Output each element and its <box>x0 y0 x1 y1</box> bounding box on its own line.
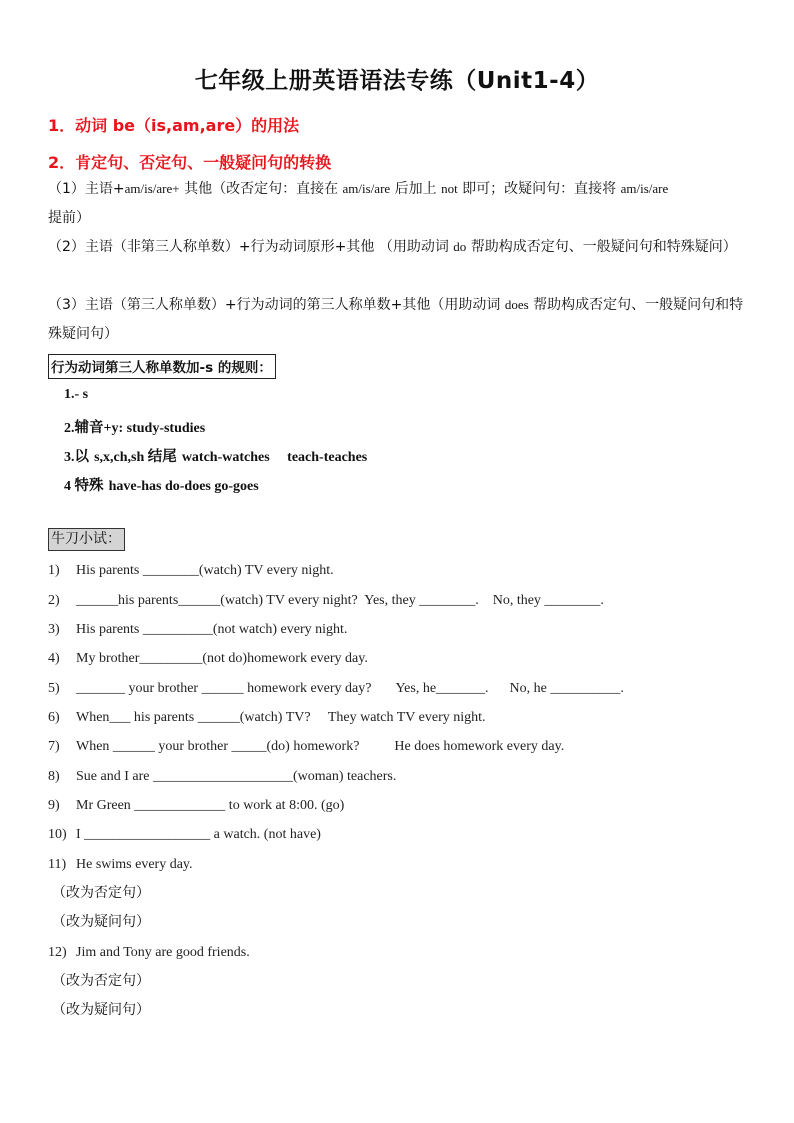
exercise-text: _______ your brother ______ homework every day? Yes, he_______. No, he __________. <box>76 681 624 696</box>
exercise-number: 9) <box>48 798 60 813</box>
exercise-item <box>48 563 334 579</box>
rule-number: 4 <box>64 479 75 494</box>
rule-text: 其他（改否定句：直接在 <box>179 181 343 197</box>
exercise-number: 4) <box>48 651 60 666</box>
convert-negative-label: （改为否定句） <box>52 885 150 901</box>
rule-example: have-has do-does go-goes <box>108 479 259 494</box>
rule-example: watch-watches teach-teaches <box>181 450 368 465</box>
rule-text: does <box>504 297 529 312</box>
exercise-text: ______his parents______(watch) TV every night? Yes, they ________. No, they ________. <box>76 593 604 608</box>
rule-text: am/is/are+ <box>124 181 180 196</box>
exercise-number: 11) <box>48 857 67 872</box>
exercise-item <box>48 769 396 785</box>
exercise-number: 2) <box>48 593 60 608</box>
rule-1 <box>48 174 752 233</box>
exercise-text: He swims every day. <box>76 857 193 872</box>
rule-text: 帮助构成否定句、一般疑问句和特殊疑问句） <box>48 297 744 342</box>
rule-text: （2）主语（非第三人称单数）+行为动词原形+其他 （用助动词 <box>48 239 454 255</box>
convert-negative-label: （改为否定句） <box>52 973 150 989</box>
exercise-number: 6) <box>48 710 60 725</box>
exercise-item <box>48 651 368 667</box>
rule-label: 特殊 <box>74 478 109 494</box>
rule-2 <box>48 232 752 262</box>
exercise-item <box>48 827 321 843</box>
rule-label: 结尾 <box>147 449 182 465</box>
rule-text: 帮助构成否定句、一般疑问句和特殊疑问） <box>466 239 737 255</box>
rule-text: 即可；改疑问句：直接将 <box>457 181 621 197</box>
exercise-text: My brother_________(not do)homework every day. <box>76 651 368 666</box>
rule-3 <box>48 290 752 349</box>
rule-example: s,x,ch,sh <box>94 450 148 465</box>
exercise-item <box>48 593 604 609</box>
exercise-text: His parents ________(watch) TV every night. <box>76 563 334 578</box>
page-title: 七年级上册英语语法专练（Unit1-4） <box>194 68 600 94</box>
rule-text: am/is/are <box>620 181 669 196</box>
exercise-number: 7) <box>48 739 60 754</box>
rule-text: not <box>441 181 458 196</box>
convert-question-label: （改为疑问句） <box>52 1002 150 1018</box>
rule-label: 以 <box>74 449 95 465</box>
rule-text: do <box>453 239 467 254</box>
exercise-text: I __________________ a watch. (not have) <box>76 827 321 842</box>
exercise-item <box>48 945 250 961</box>
rule-text: （1）主语+ <box>48 181 125 197</box>
rule-label: 辅音 <box>74 420 104 436</box>
exercise-text: His parents __________(not watch) every night. <box>76 622 348 637</box>
exercise-number: 1) <box>48 563 60 578</box>
exercise-number: 5) <box>48 681 60 696</box>
practice-label: 牛刀小试： <box>48 528 125 551</box>
rule-text: 后加上 <box>390 181 442 197</box>
exercise-number: 10) <box>48 827 67 842</box>
rule-text: （3）主语（第三人称单数）+行为动词的第三人称单数+其他（用助动词 <box>48 297 505 313</box>
exercise-item <box>48 710 486 726</box>
rule-number: 2. <box>64 421 75 436</box>
rule-text: 提前） <box>48 210 90 226</box>
section-heading-sentence-conversion: 2．肯定句、否定句、一般疑问句的转换 <box>48 153 332 172</box>
rule-example: +y: study-studies <box>103 421 206 436</box>
s-rule-1 <box>64 387 88 403</box>
third-person-rules-heading: 行为动词第三人称单数加-s 的规则： <box>48 354 276 379</box>
exercise-item <box>48 681 624 697</box>
s-rule-4 <box>64 474 259 495</box>
exercise-number: 3) <box>48 622 60 637</box>
exercise-text: Mr Green _____________ to work at 8:00. (go) <box>76 798 345 813</box>
rule-number: 3. <box>64 450 75 465</box>
exercise-number: 8) <box>48 769 60 784</box>
exercise-item <box>48 857 193 873</box>
rule-number: 1. <box>64 387 75 402</box>
exercise-number: 12) <box>48 945 67 960</box>
rule-example: - s <box>74 387 89 402</box>
exercise-text: When___ his parents ______(watch) TV? They watch TV every night. <box>76 710 486 725</box>
exercise-text: Sue and I are ____________________(woman) teachers. <box>76 769 397 784</box>
exercise-item <box>48 739 564 755</box>
s-rule-2 <box>64 416 205 437</box>
rule-text: am/is/are <box>342 181 391 196</box>
section-heading-be-usage: 1．动词 be（is,am,are）的用法 <box>48 116 300 135</box>
exercise-item <box>48 622 347 638</box>
exercise-text: Jim and Tony are good friends. <box>76 945 250 960</box>
s-rule-3 <box>64 445 367 466</box>
exercise-text: When ______ your brother _____(do) homework? He does homework every day. <box>76 739 565 754</box>
exercise-item <box>48 798 344 814</box>
convert-question-label: （改为疑问句） <box>52 914 150 930</box>
